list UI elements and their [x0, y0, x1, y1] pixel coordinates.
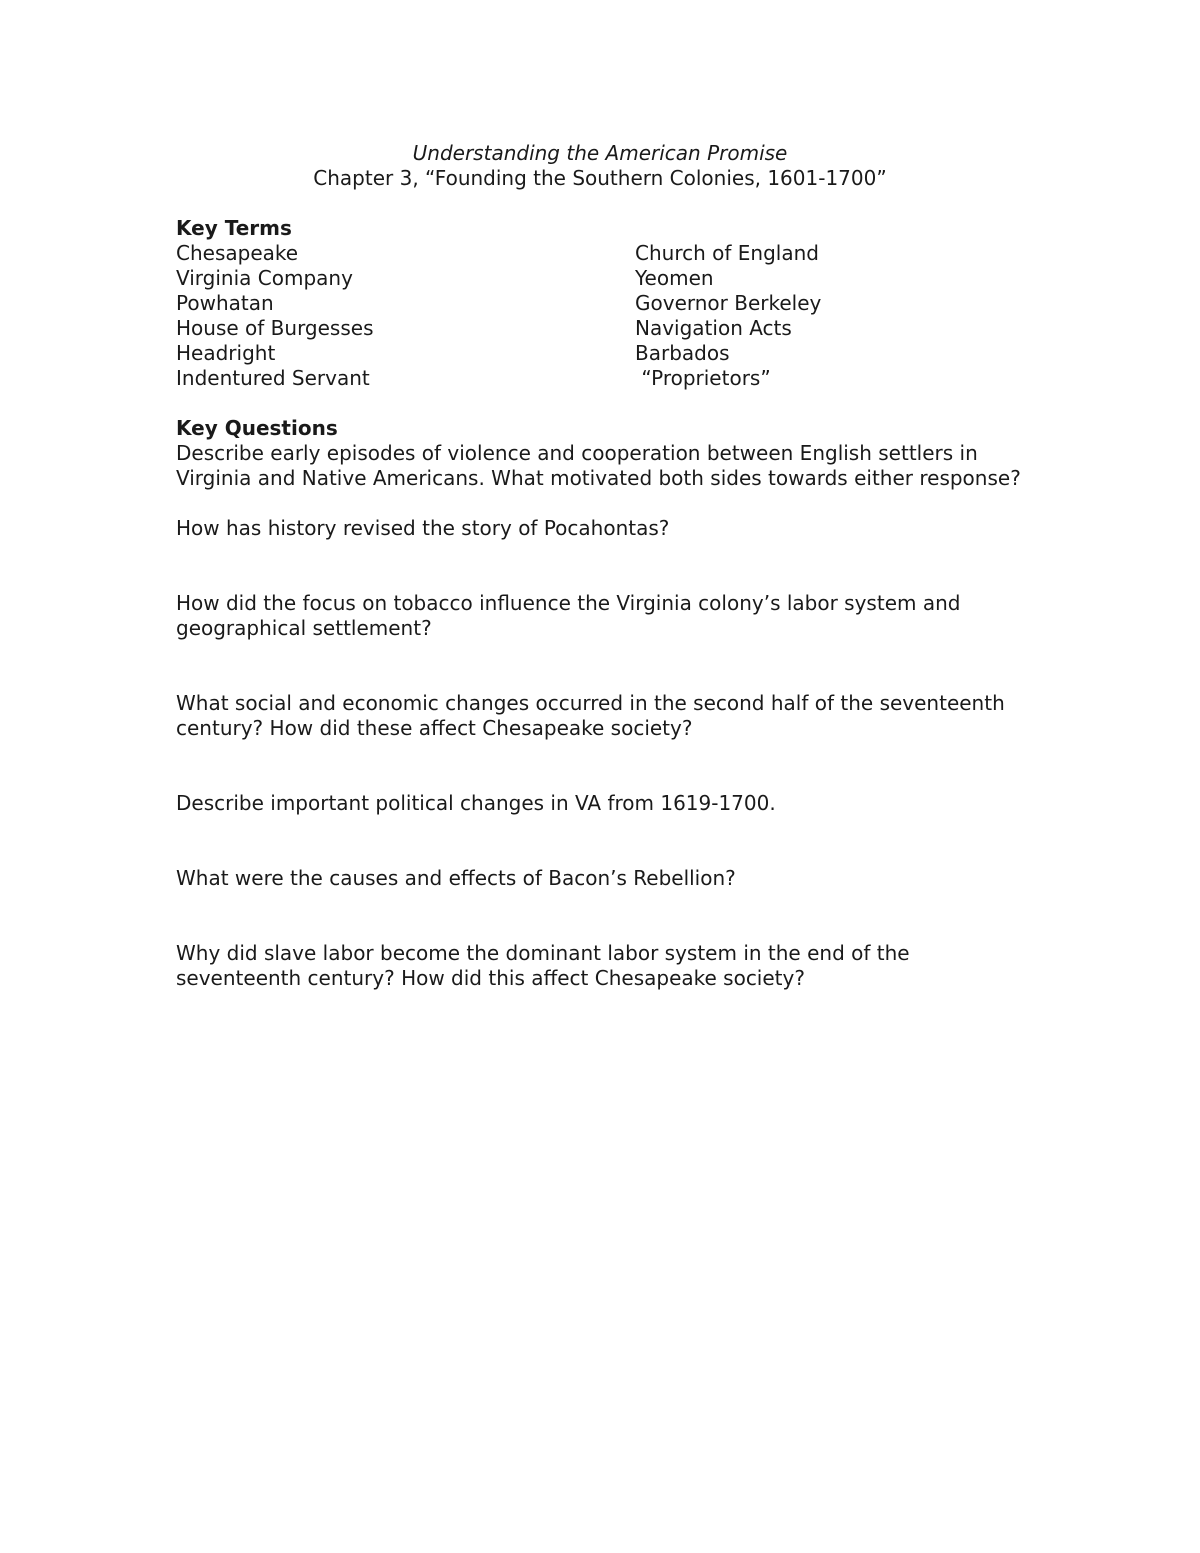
key-terms-list	[176, 241, 1036, 391]
key-question: Describe important political changes in VA from 1619-1700.	[176, 791, 776, 815]
key-term: Chesapeake	[176, 241, 299, 265]
key-question: What were the causes and effects of Bacon’s Rebellion?	[176, 866, 736, 890]
title-block	[176, 141, 1024, 191]
document-title: Understanding the American Promise	[412, 141, 788, 165]
key-term: Church of England	[635, 241, 819, 265]
key-term: “Proprietors”	[635, 366, 771, 390]
chapter-title: Chapter 3, “Founding the Southern Colonies, 1601-1700”	[313, 166, 887, 190]
key-term: Powhatan	[176, 291, 274, 315]
key-question: Describe early episodes of violence and cooperation between English settlers in Virginia and Native Americans. What motivated both sides towards either response?	[176, 441, 1021, 490]
key-term: Virginia Company	[176, 266, 353, 290]
key-question: What social and economic changes occurred in the second half of the seventeenth century? How did these affect Chesapeake society?	[176, 691, 1005, 740]
key-questions-heading: Key Questions	[176, 416, 338, 440]
key-question: How did the focus on tobacco influence the Virginia colony’s labor system and geographical settlement?	[176, 591, 961, 640]
key-term: Indentured Servant	[176, 366, 370, 390]
key-term: Governor Berkeley	[635, 291, 822, 315]
key-question: Why did slave labor become the dominant labor system in the end of the seventeenth century? How did this affect Chesapeake society?	[176, 941, 910, 990]
key-terms-heading: Key Terms	[176, 216, 292, 240]
key-question: How has history revised the story of Pocahontas?	[176, 516, 670, 540]
key-term: Yeomen	[635, 266, 714, 290]
document-content	[176, 141, 1036, 991]
key-term: Barbados	[635, 341, 730, 365]
key-term: House of Burgesses	[176, 316, 374, 340]
key-term: Navigation Acts	[635, 316, 792, 340]
key-term: Headright	[176, 341, 276, 365]
